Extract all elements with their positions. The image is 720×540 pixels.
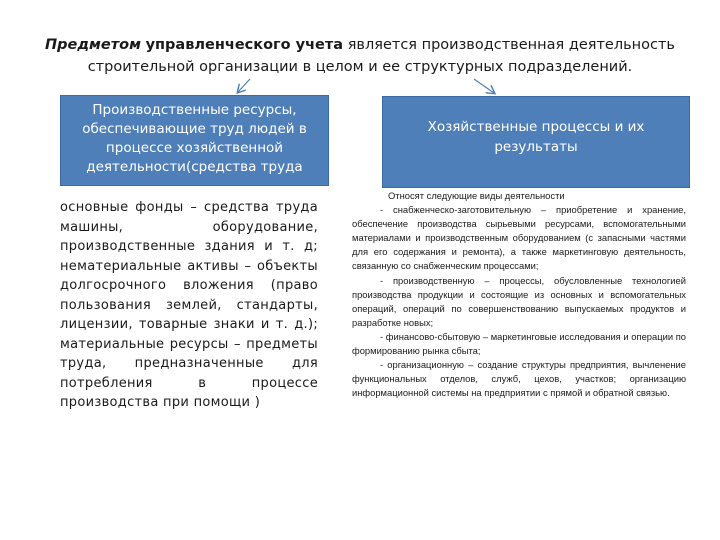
arrow-right (474, 79, 494, 93)
title-emphasis: Предметом (45, 37, 141, 53)
activity-item: - финансово-сбытовую – маркетинговые исследования и операции по формированию рынка сбыта; (352, 330, 686, 357)
title-rest: является производственная деятельность строительной организации в целом и ее структурных подразделений. (87, 37, 675, 75)
resources-description: основные фонды – средства труда машины, оборудование, производственные здания и т. д; нематериальные активы – объекты долгосрочного вложения (право пользования землей, стандарты, лицензии, товарные знаки и т. д.); материальные ресурсы – предметы труда, предназначенные для потребления в процессе производства при помощи ) (60, 200, 318, 410)
arrow-left (238, 79, 250, 92)
box-right-text: Хозяйственные процессы и их результаты (427, 119, 645, 155)
activity-item: - производственную – процессы, обусловленные технологией производства продукции и состоящие из основных и вспомогательных операций, операций по совершенствованию выпускаемых продуктов и разработке новых; (352, 274, 686, 328)
activity-item: - снабженческо-заготовительную – приобретение и хранение, обеспечение производства сырьевыми ресурсами, вспомогательными материалами и производственным оборудованием (с запасными частями для его содержания и ремонта), а также маркетинговую деятельность, связанную со снабженческим процессами; (352, 204, 686, 272)
box-production-resources (60, 95, 329, 186)
activities-intro: Относят следующие виды деятельности (388, 190, 565, 201)
activity-item: - организационную – создание структуры предприятия, вычленение функциональных отделов, служб, цехов, участков; организацию информационной системы на предприятии с прямой и обратной связью. (352, 359, 686, 399)
box-left-text: Производственные ресурсы, обеспечивающие труд людей в процессе хозяйственной деятельности(средства труда (82, 102, 307, 175)
title-bold: управленческого учета (145, 37, 344, 53)
slide-title (40, 34, 680, 78)
box-economic-processes (382, 96, 690, 188)
activities-description (352, 189, 686, 400)
